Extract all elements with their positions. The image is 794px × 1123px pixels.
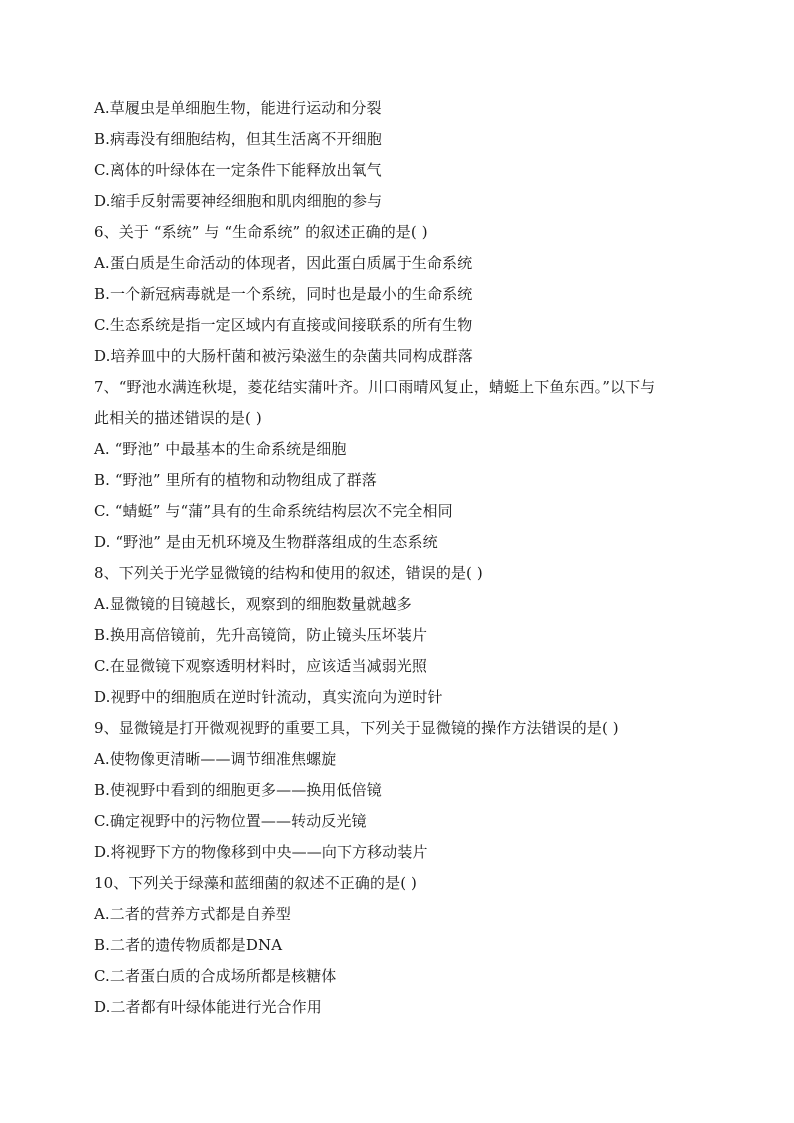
option-10b: B.二者的遗传物质都是DNA <box>94 936 283 954</box>
question-8-stem: 8、下列关于光学显微镜的结构和使用的叙述，错误的是( ) <box>94 564 483 582</box>
question-10-stem: 10、下列关于绿藻和蓝细菌的叙述不正确的是( ) <box>94 874 417 892</box>
option-9d: D.将视野下方的物像移到中央——向下方移动装片 <box>94 843 428 861</box>
option-6c: C.生态系统是指一定区域内有直接或间接联系的所有生物 <box>94 316 473 334</box>
question-7-stem-line1: 7、“野池水满连秋堤，菱花结实蒲叶齐。川口雨晴风复止，蜻蜓上下鱼东西。”以下与 <box>94 378 656 396</box>
option-5a: A.草履虫是单细胞生物，能进行运动和分裂 <box>94 99 382 117</box>
option-6d: D.培养皿中的大肠杆菌和被污染滋生的杂菌共同构成群落 <box>94 347 473 365</box>
option-9c: C.确定视野中的污物位置——转动反光镜 <box>94 812 367 830</box>
option-9a: A.使物像更清晰——调节细准焦螺旋 <box>94 750 337 768</box>
option-10a: A.二者的营养方式都是自养型 <box>94 905 292 923</box>
question-6-stem: 6、关于 “系统” 与 “生命系统” 的叙述正确的是( ) <box>94 223 428 241</box>
option-5b: B.病毒没有细胞结构，但其生活离不开细胞 <box>94 130 382 148</box>
option-6a: A.蛋白质是生命活动的体现者，因此蛋白质属于生命系统 <box>94 254 473 272</box>
option-7a: A. “野池” 中最基本的生命系统是细胞 <box>94 440 347 458</box>
question-7-stem-line2: 此相关的描述错误的是( ) <box>94 409 262 427</box>
question-text-block <box>94 93 714 1023</box>
option-10d: D.二者都有叶绿体能进行光合作用 <box>94 998 322 1016</box>
option-7c: C. “蜻蜓” 与“蒲”具有的生命系统结构层次不完全相同 <box>94 502 453 520</box>
option-7b: B. “野池” 里所有的植物和动物组成了群落 <box>94 471 377 489</box>
option-5c: C.离体的叶绿体在一定条件下能释放出氧气 <box>94 161 382 179</box>
option-8a: A.显微镜的目镜越长，观察到的细胞数量就越多 <box>94 595 412 613</box>
option-8d: D.视野中的细胞质在逆时针流动，真实流向为逆时针 <box>94 688 443 706</box>
option-8c: C.在显微镜下观察透明材料时，应该适当减弱光照 <box>94 657 428 675</box>
option-7d: D. “野池” 是由无机环境及生物群落组成的生态系统 <box>94 533 438 551</box>
option-6b: B.一个新冠病毒就是一个系统，同时也是最小的生命系统 <box>94 285 473 303</box>
option-9b: B.使视野中看到的细胞更多——换用低倍镜 <box>94 781 382 799</box>
option-10c: C.二者蛋白质的合成场所都是核糖体 <box>94 967 337 985</box>
question-9-stem: 9、显微镜是打开微观视野的重要工具，下列关于显微镜的操作方法错误的是( ) <box>94 719 619 737</box>
option-5d: D.缩手反射需要神经细胞和肌肉细胞的参与 <box>94 192 383 210</box>
option-8b: B.换用高倍镜前，先升高镜筒，防止镜头压坏装片 <box>94 626 428 644</box>
